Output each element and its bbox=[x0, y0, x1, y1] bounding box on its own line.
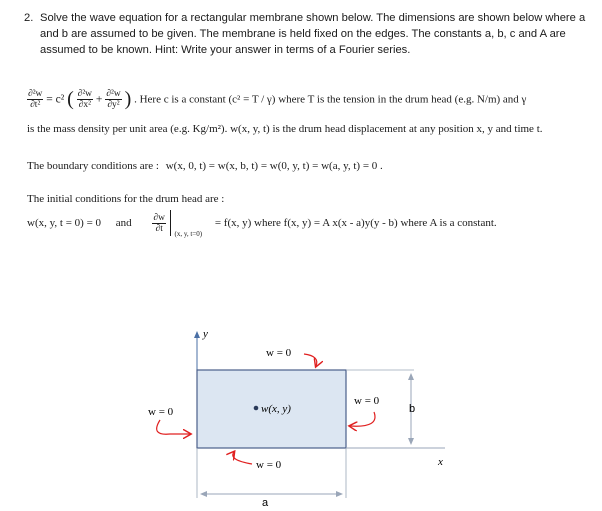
y-term-fraction: $\frac{\text{∂²w}}{\text{∂y²}}$ bbox=[106, 89, 121, 110]
equals-c2: = c² bbox=[46, 93, 65, 106]
evaluation-subscript: (x, y, t=0) bbox=[174, 229, 203, 238]
right-edge-arrow bbox=[350, 412, 375, 426]
lhs-fraction: $\frac{\text{∂²w}}{\text{∂t²}}$ bbox=[28, 89, 43, 110]
right-edge-label: w = 0 bbox=[354, 395, 380, 407]
bottom-edge-label: w = 0 bbox=[256, 459, 282, 471]
y-axis-label: y bbox=[203, 328, 208, 340]
x-axis-label: x bbox=[438, 456, 443, 468]
membrane-diagram bbox=[0, 320, 602, 511]
wave-equation bbox=[27, 88, 526, 111]
boundary-expression: w(x, 0, t) = w(x, b, t) = w(0, y, t) = w(a, y, t) = 0 . bbox=[165, 160, 383, 172]
evaluation-bar bbox=[170, 210, 171, 236]
initial-cond-2: = f(x, y) where f(x, y) = A x(x - a)y(y - b) where A is a constant. bbox=[214, 217, 497, 229]
boundary-conditions bbox=[27, 160, 383, 172]
left-edge-label: w = 0 bbox=[148, 406, 174, 418]
center-label: w(x, y) bbox=[261, 403, 291, 415]
top-edge-arrow bbox=[304, 354, 317, 366]
bottom-edge-arrow bbox=[233, 452, 252, 464]
x-term-fraction: $\frac{\text{∂²w}}{\text{∂x²}}$ bbox=[77, 89, 93, 110]
and-word: and bbox=[115, 217, 132, 229]
initial-cond-1: w(x, y, t = 0) = 0 bbox=[27, 217, 102, 229]
boundary-label: The boundary conditions are : bbox=[27, 160, 159, 172]
equation-description: . Here c is a constant (c² = T / γ) where T is the tension in the drum head (e.g. N/m) and γ bbox=[134, 93, 527, 106]
b-dim-label: b bbox=[409, 403, 416, 415]
plus-sign: + bbox=[95, 93, 103, 106]
a-dim-label: a bbox=[262, 497, 269, 509]
initial-conditions-label: The initial conditions for the drum head are : bbox=[27, 193, 225, 205]
dw-dt-fraction: $\frac{\partial w}{\partial t}$ bbox=[153, 212, 165, 234]
left-edge-arrow bbox=[157, 420, 190, 434]
top-edge-label: w = 0 bbox=[266, 347, 292, 359]
problem-text: Solve the wave equation for a rectangular membrane shown below. The dimensions are shown below where a and b are assumed to be given. The membrane is held fixed on the edges. The constants a, b, c and A are assumed to be known. Hint: Write your answer in terms of a Fourier series. bbox=[40, 12, 586, 56]
close-paren: ) bbox=[124, 88, 132, 110]
open-paren: ( bbox=[67, 88, 74, 110]
equation-description-2: is the mass density per unit area (e.g. Kg/m²). w(x, y, t) is the drum head displacement at any position x, y and time t. bbox=[27, 123, 543, 135]
initial-conditions bbox=[27, 210, 497, 238]
problem-number: 2. bbox=[24, 12, 34, 24]
problem-statement bbox=[24, 10, 594, 58]
center-point bbox=[254, 406, 259, 411]
